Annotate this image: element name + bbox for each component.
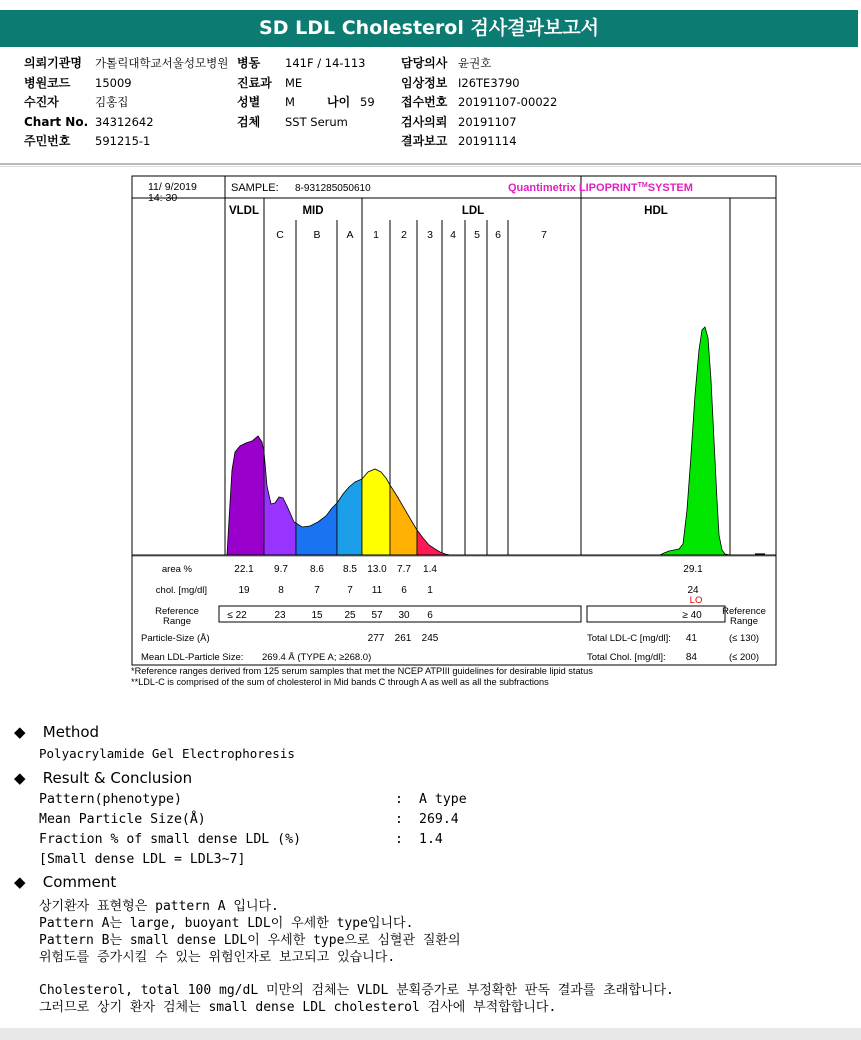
reference-notes [131, 666, 593, 688]
ref-value: ≥ 40 [682, 610, 702, 621]
result-label: Pattern(phenotype) [39, 792, 182, 807]
band-group-label: LDL [461, 205, 485, 217]
particle-size-value: 277 [367, 633, 385, 644]
info-value: M [285, 95, 295, 109]
comment-line: Cholesterol, total 100 mg/dL 미만의 검체는 VLDL 분획증가로 부정확한 판독 결과를 초래합니다. [39, 983, 674, 998]
band-group-label: HDL [644, 205, 668, 217]
ref-value: 57 [371, 610, 383, 621]
particle-size-value: 261 [394, 633, 412, 644]
bottom-bar [0, 1028, 861, 1040]
info-label: 결과보고 [401, 134, 448, 148]
info-value: 20191107 [458, 114, 517, 129]
result-heading [14, 769, 192, 787]
area-value: 13.0 [367, 564, 387, 575]
band-label: C [276, 229, 284, 241]
info-value: I26TE3790 [458, 75, 520, 90]
method-text: Polyacrylamide Gel Electrophoresis [39, 746, 295, 761]
comment-line: Pattern A는 large, buoyant LDL이 우세한 type입니다. [39, 916, 414, 931]
area-value: 9.7 [274, 564, 288, 575]
particle-size-value: 245 [421, 633, 439, 644]
lo-flag: LO [689, 595, 703, 606]
total-chol-ref: (≤ 200) [728, 652, 760, 663]
info-label: 담당의사 [401, 56, 448, 70]
age-value: 59 [360, 95, 375, 109]
result-colon: : [395, 812, 403, 827]
info-value: 141F / 14-113 [285, 56, 366, 70]
brand-logo [508, 182, 693, 194]
result-note: [Small dense LDL = LDL3~7] [39, 852, 246, 867]
band-label: 4 [450, 229, 456, 241]
chol-value: 6 [401, 585, 407, 596]
info-label: 의뢰기관명 [24, 56, 82, 70]
area-value: 7.7 [397, 564, 411, 575]
ref-value: 6 [427, 610, 433, 621]
row-label: area % [161, 564, 192, 575]
info-label: 병동 [237, 56, 261, 70]
info-label: 임상정보 [401, 75, 448, 90]
area-value: 29.1 [683, 564, 703, 575]
report-time: 14: 30 [148, 192, 178, 204]
band-label: B [313, 229, 321, 241]
info-label: 검사의뢰 [401, 114, 448, 129]
chol-value: 7 [314, 585, 320, 596]
chol-value: 8 [278, 585, 284, 596]
sample-id: 8-931285050610 [295, 183, 371, 194]
info-value: ME [285, 75, 303, 90]
total-ldl-label: Total LDL-C [mg/dl]: [587, 633, 671, 644]
comment-line: Pattern B는 small dense LDL이 우세한 type으로 심혈관 질환의 [39, 933, 461, 948]
report-date: 11/ 9/2019 [148, 181, 197, 193]
comment-line: 그러므로 상기 환자 검체는 small dense LDL cholesterol 검사에 부적합합니다. [39, 1000, 557, 1015]
info-value: SST Serum [285, 114, 348, 129]
result-label: Mean Particle Size(Å) [39, 812, 206, 827]
info-value: 20191114 [458, 134, 517, 148]
info-value: 가톨릭대학교서울성모병원 [95, 56, 229, 70]
total-chol-label: Total Chol. [mg/dl]: [587, 652, 666, 663]
ref-value: ≤ 22 [227, 610, 247, 621]
diamond-bullet-icon: ◆ [14, 873, 26, 891]
info-label: 병원코드 [24, 75, 71, 90]
band-label: 7 [541, 229, 547, 241]
result-value: A type [419, 792, 467, 807]
chol-value: 7 [347, 585, 353, 596]
age-label: 나이 [327, 95, 351, 109]
total-ldl-ref: (≤ 130) [728, 633, 760, 644]
ref-value: 23 [274, 610, 286, 621]
comment-heading [14, 873, 116, 891]
band-label: 1 [373, 229, 379, 241]
brand-text: LIPOPRINT [578, 182, 638, 194]
ref-label: Range [730, 616, 758, 627]
mean-size-value: 269.4 Å (TYPE A; ≥268.0) [262, 652, 372, 663]
area-value: 8.5 [343, 564, 357, 575]
info-label: 접수번호 [401, 95, 448, 109]
area-value: 8.6 [310, 564, 324, 575]
band-label: A [346, 229, 354, 241]
info-value: 김홍집 [95, 95, 129, 109]
method-title: Method [42, 723, 100, 741]
comment-line: 상기환자 표현형은 pattern A 입니다. [39, 899, 279, 914]
result-colon: : [395, 792, 403, 807]
info-label: Chart No. [24, 114, 89, 129]
diamond-bullet-icon: ◆ [14, 723, 26, 741]
info-value: 15009 [95, 75, 132, 90]
info-label: 검체 [237, 114, 261, 129]
band-label: 5 [474, 229, 480, 241]
total-ldl-value: 41 [685, 633, 697, 644]
diamond-bullet-icon: ◆ [14, 769, 26, 787]
report-title: SD LDL Cholesterol 검사결과보고서 [0, 10, 858, 47]
ref-label: Reference [722, 606, 766, 617]
band-label: 6 [495, 229, 501, 241]
chol-value: 1 [427, 585, 433, 596]
method-heading [14, 723, 99, 741]
result-value: 269.4 [419, 812, 459, 827]
band-group-label: MID [302, 205, 324, 217]
info-label: 수진자 [24, 95, 59, 109]
comment-line: 위험도를 증가시킬 수 있는 위험인자로 보고되고 있습니다. [39, 950, 396, 965]
area-value: 1.4 [423, 564, 437, 575]
sample-label: SAMPLE: [231, 182, 279, 194]
info-value: 20191107-00022 [458, 95, 558, 109]
result-title: Result & Conclusion [42, 769, 193, 787]
comment-title: Comment [42, 873, 117, 891]
note-line: *Reference ranges derived from 125 serum samples that met the NCEP ATPIII guidelines for desirable lipid status [131, 666, 593, 676]
info-value: 윤권호 [458, 56, 492, 70]
mean-size-label: Mean LDL-Particle Size: [141, 652, 244, 663]
band-group-label: VLDL [228, 205, 260, 217]
particle-size-label: Particle-Size (Å) [141, 633, 210, 644]
ref-value: 15 [311, 610, 323, 621]
ref-value: 25 [344, 610, 356, 621]
result-label: Fraction % of small dense LDL (%) [39, 832, 302, 847]
brand-text: TM [637, 182, 648, 189]
ref-label: Reference [155, 606, 199, 617]
result-value: 1.4 [419, 832, 443, 847]
chol-value: 19 [238, 585, 250, 596]
ref-value: 30 [398, 610, 410, 621]
band-label: 3 [427, 229, 433, 241]
total-chol-value: 84 [685, 652, 697, 663]
info-label: 주민번호 [24, 134, 71, 148]
brand-text: SYSTEM [647, 182, 693, 194]
result-colon: : [395, 832, 403, 847]
row-label: chol. [mg/dl] [155, 585, 207, 596]
info-label: 성별 [237, 95, 261, 109]
info-value: 34312642 [95, 114, 154, 129]
chol-value: 11 [371, 585, 383, 596]
band-label: 2 [401, 229, 407, 241]
ref-label: Range [163, 616, 191, 627]
area-value: 22.1 [234, 564, 254, 575]
band-peak [362, 469, 390, 555]
info-label: 진료과 [237, 75, 272, 90]
note-line: **LDL-C is comprised of the sum of cholesterol in Mid bands C through A as well as all the subfractions [131, 677, 549, 687]
chol-value: 24 [687, 585, 699, 596]
info-value: 591215-1 [95, 134, 151, 148]
brand-text: Quantimetrix [508, 182, 579, 194]
